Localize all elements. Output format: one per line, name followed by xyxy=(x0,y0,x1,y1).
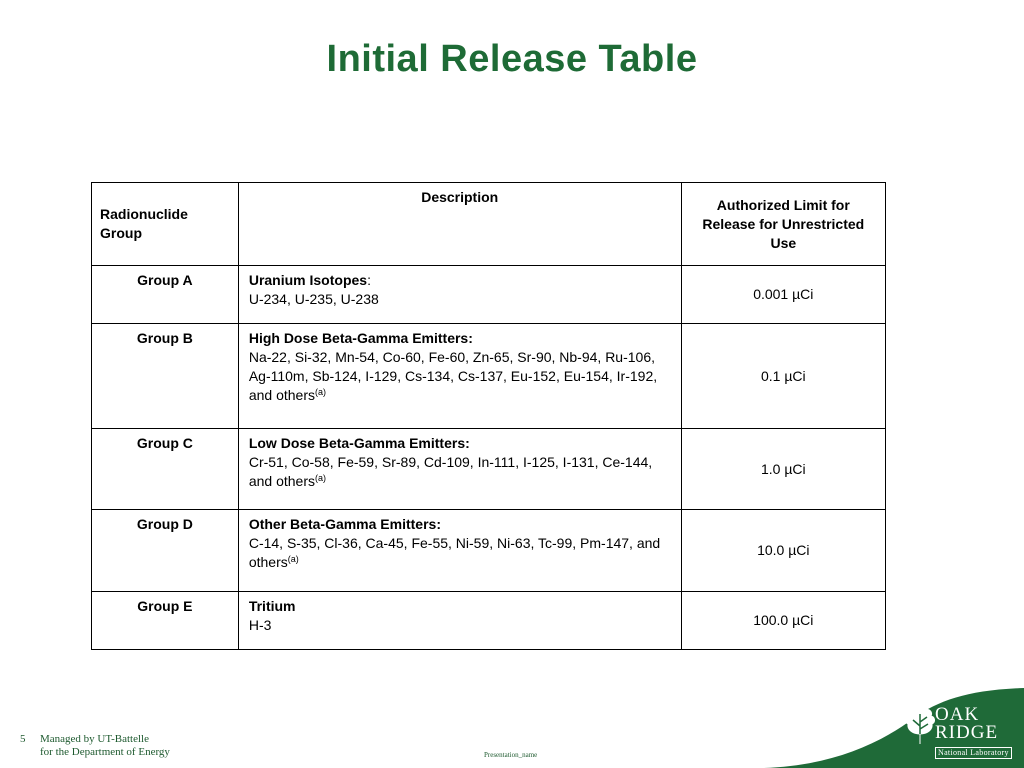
group-cell: Group E xyxy=(92,592,239,650)
header-radionuclide-group: Radionuclide Group xyxy=(92,183,239,266)
description-title: Uranium Isotopes xyxy=(248,272,368,288)
footnote-marker: (a) xyxy=(315,473,326,483)
description-body: H-3 xyxy=(248,617,272,633)
table-row xyxy=(92,592,886,650)
group-cell: Group C xyxy=(92,429,239,510)
table-row xyxy=(92,324,886,429)
description-body: Na-22, Si-32, Mn-54, Co-60, Fe-60, Zn-65, Sr-90, Nb-94, Ru-106, Ag-110m, Sb-124, I-129, Cs-134, Cs-137, Eu-152, Eu-154, Ir-192, and others xyxy=(248,349,658,403)
description-title-suffix: : xyxy=(367,272,371,288)
limit-cell: 10.0 µCi xyxy=(681,510,885,592)
description-title: High Dose Beta-Gamma Emitters: xyxy=(248,330,473,346)
description-cell xyxy=(238,266,681,324)
presentation-name: Presentation_name xyxy=(484,751,538,759)
limit-cell: 1.0 µCi xyxy=(681,429,885,510)
slide-title: Initial Release Table xyxy=(326,38,698,80)
release-table xyxy=(91,182,886,650)
description-cell xyxy=(238,510,681,592)
table-row xyxy=(92,510,886,592)
group-cell: Group D xyxy=(92,510,239,592)
footer-line-2: for the Department of Energy xyxy=(40,746,170,758)
description-title: Tritium xyxy=(248,598,296,614)
footer-line-1: Managed by UT-Battelle xyxy=(40,733,149,745)
table-row xyxy=(92,266,886,324)
limit-cell: 100.0 µCi xyxy=(681,592,885,650)
table-row xyxy=(92,429,886,510)
limit-cell: 0.001 µCi xyxy=(681,266,885,324)
description-title: Low Dose Beta-Gamma Emitters: xyxy=(248,435,470,451)
description-cell xyxy=(238,592,681,650)
oak-ridge-logo xyxy=(935,706,1019,760)
footnote-marker: (a) xyxy=(287,554,299,564)
footer-managed-by xyxy=(40,733,170,759)
oak-leaf-icon xyxy=(903,704,937,746)
description-body: U-234, U-235, U-238 xyxy=(248,291,379,307)
header-description: Description xyxy=(238,183,681,266)
footnote-marker: (a) xyxy=(315,387,326,397)
logo-national-laboratory: National Laboratory xyxy=(935,747,1012,759)
group-cell: Group B xyxy=(92,324,239,429)
description-title: Other Beta-Gamma Emitters: xyxy=(248,516,441,532)
description-body: C-14, S-35, Cl-36, Ca-45, Fe-55, Ni-59, Ni-63, Tc-99, Pm-147, and others xyxy=(248,535,661,570)
description-body: Cr-51, Co-58, Fe-59, Sr-89, Cd-109, In-111, I-125, I-131, Ce-144, and others xyxy=(248,454,653,489)
table-header-row xyxy=(92,183,886,266)
logo-oak: OAK xyxy=(935,704,980,725)
description-cell xyxy=(238,324,681,429)
logo-ridge: RIDGE xyxy=(935,722,999,743)
description-cell xyxy=(238,429,681,510)
group-cell: Group A xyxy=(92,266,239,324)
limit-cell: 0.1 µCi xyxy=(681,324,885,429)
header-authorized-limit: Authorized Limit for Release for Unrestricted Use xyxy=(681,183,885,266)
page-number: 5 xyxy=(20,733,26,745)
